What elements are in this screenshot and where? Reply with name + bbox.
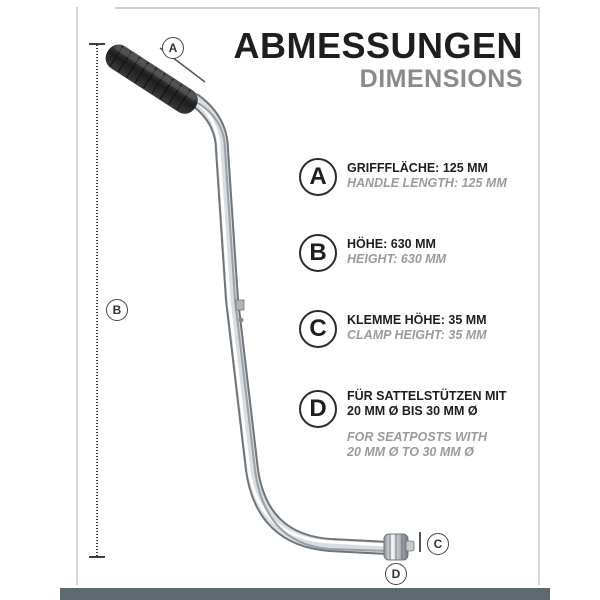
spec-badge-d: D	[299, 390, 337, 428]
title-english: DIMENSIONS	[359, 65, 523, 93]
spec-d-german-line1: FÜR SATTELSTÜTZEN MIT	[347, 389, 507, 403]
spec-badge-c: C	[299, 310, 337, 348]
diagram-label-d: D	[385, 563, 407, 585]
spec-c-german: KLEMME HÖHE: 35 MM	[347, 313, 487, 327]
spec-seatpost-range	[299, 388, 534, 468]
diagram-label-a: A	[162, 37, 184, 59]
title-german: ABMESSUNGEN	[233, 25, 523, 66]
spec-b-english: HEIGHT: 630 MM	[347, 252, 447, 266]
spec-c-english: CLAMP HEIGHT: 35 MM	[347, 328, 487, 342]
spec-d-english-line1: FOR SEATPOSTS WITH	[347, 430, 488, 444]
footer-bar	[60, 588, 550, 600]
spec-badge-b: B	[299, 234, 337, 272]
diagram-label-b: B	[106, 299, 128, 321]
spec-b-german: HÖHE: 630 MM	[347, 237, 436, 251]
spec-a-english: HANDLE LENGTH: 125 MM	[347, 176, 507, 190]
spec-d-german-line2: 20 MM Ø BIS 30 MM Ø	[347, 404, 478, 418]
spec-handle-length	[299, 158, 534, 198]
spec-clamp-height	[299, 310, 534, 350]
spec-height	[299, 234, 534, 274]
spec-a-german: GRIFFFLÄCHE: 125 MM	[347, 161, 488, 175]
spec-badge-a: A	[299, 158, 337, 196]
seatpost-clamp	[384, 534, 414, 560]
title-block	[233, 25, 523, 94]
height-dimension-line	[89, 44, 105, 557]
rubber-grip	[101, 40, 202, 118]
diagram-label-c: C	[427, 533, 449, 555]
spec-d-english-line2: 20 MM Ø TO 30 MM Ø	[347, 445, 474, 459]
